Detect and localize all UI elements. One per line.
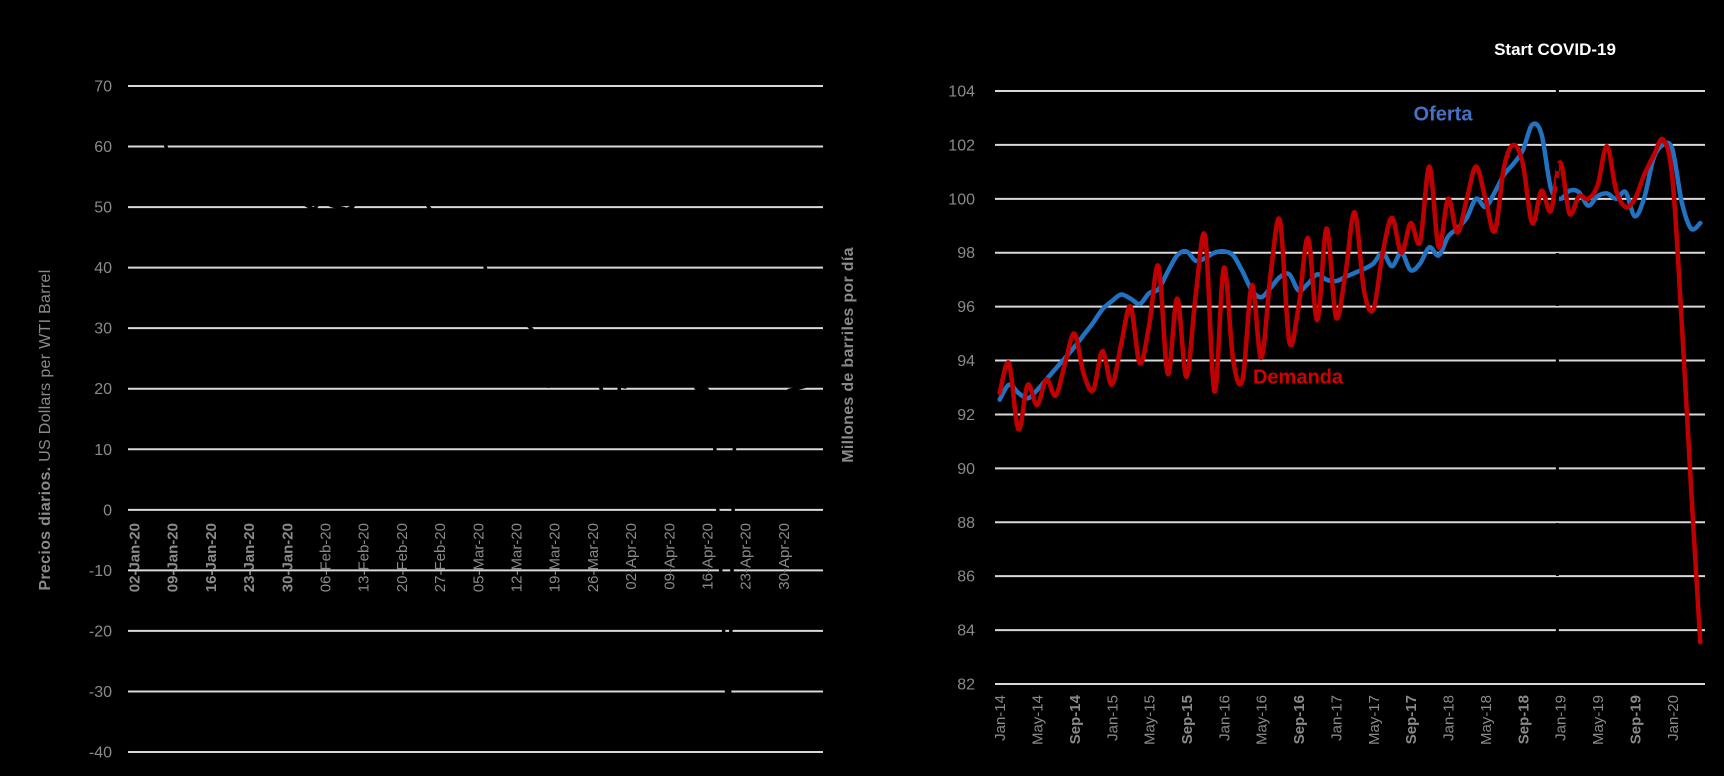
right-chart-ytick-102: 102: [948, 137, 975, 155]
right-chart-ytick-86: 86: [957, 568, 975, 586]
oferta-series-label: Oferta: [1413, 103, 1473, 126]
left-chart-ytick-0: 0: [103, 502, 112, 520]
left-chart-xtick-02-Apr-20: 02-Apr-20: [623, 523, 641, 590]
left-chart-xtick-labels: [127, 523, 793, 592]
left-y-axis-title-regular: US Dollars per WTI Barrel: [37, 269, 54, 467]
right-y-axis-title-bold: Millones de barriles por día: [840, 247, 857, 463]
left-chart-xtick-19-Mar-20: 19-Mar-20: [546, 523, 564, 593]
right-chart-xtick-Jan-19: Jan-19: [1552, 695, 1570, 741]
right-chart-xtick-Sep-15: Sep-15: [1179, 695, 1197, 745]
right-chart-xtick-May-17: May-17: [1365, 695, 1383, 746]
left-chart-xtick-16-Jan-20: 16-Jan-20: [202, 523, 220, 593]
right-chart-ytick-94: 94: [957, 353, 975, 371]
left-chart-ytick-50: 50: [94, 199, 112, 217]
right-chart-ytick-82: 82: [957, 676, 975, 694]
left-chart-ytick-10: 10: [94, 441, 112, 459]
right-chart-ytick-100: 100: [948, 191, 975, 209]
left-chart-ytick-40: 40: [94, 260, 112, 278]
wti-price-line: [134, 127, 811, 738]
right-chart-xtick-Sep-16: Sep-16: [1291, 695, 1309, 745]
left-chart-ytick--30: -30: [88, 683, 112, 701]
left-chart-xtick-12-Mar-20: 12-Mar-20: [508, 523, 526, 593]
left-chart-xtick-26-Mar-20: 26-Mar-20: [584, 523, 602, 593]
left-chart-ytick--20: -20: [88, 623, 112, 641]
right-chart-ytick-96: 96: [957, 299, 975, 317]
right-chart-xtick-Jan-14: Jan-14: [992, 695, 1010, 741]
left-chart-xtick-06-Feb-20: 06-Feb-20: [317, 523, 335, 593]
left-y-axis-title: [37, 269, 55, 590]
right-chart-xtick-Jan-18: Jan-18: [1440, 695, 1458, 741]
left-chart-xtick-09-Apr-20: 09-Apr-20: [661, 523, 679, 590]
left-chart-ytick--10: -10: [88, 562, 112, 580]
right-chart-xtick-May-15: May-15: [1141, 695, 1159, 746]
right-chart-xtick-Jan-15: Jan-15: [1104, 695, 1122, 741]
right-chart-xtick-Jan-20: Jan-20: [1664, 695, 1682, 741]
right-chart-xtick-Jan-16: Jan-16: [1216, 695, 1234, 741]
right-chart-xtick-Sep-19: Sep-19: [1627, 695, 1645, 745]
right-chart-xtick-May-16: May-16: [1253, 695, 1271, 746]
right-chart-xtick-May-19: May-19: [1590, 695, 1608, 746]
left-y-axis-title-bold: Precios diarios.: [37, 466, 54, 591]
right-chart-ytick-labels: [948, 84, 975, 694]
right-chart-xtick-May-14: May-14: [1029, 695, 1047, 746]
left-chart-xtick-30-Apr-20: 30-Apr-20: [775, 523, 793, 590]
left-chart-xtick-27-Feb-20: 27-Feb-20: [432, 523, 450, 593]
right-chart-xtick-May-18: May-18: [1477, 695, 1495, 746]
left-chart-xtick-16-Apr-20: 16-Apr-20: [699, 523, 717, 590]
left-chart-ytick-labels: [89, 79, 112, 762]
left-chart-xtick-20-Feb-20: 20-Feb-20: [393, 523, 411, 593]
left-chart-ytick-30: 30: [94, 320, 112, 338]
left-chart-xtick-09-Jan-20: 09-Jan-20: [164, 523, 182, 593]
right-chart-xtick-labels: [992, 694, 1682, 745]
right-chart-ytick-88: 88: [957, 514, 975, 532]
left-chart-xtick-30-Jan-20: 30-Jan-20: [279, 523, 297, 593]
left-chart-xtick-05-Mar-20: 05-Mar-20: [470, 523, 488, 593]
left-chart-xtick-23-Jan-20: 23-Jan-20: [241, 523, 259, 593]
right-chart-xtick-Jan-17: Jan-17: [1328, 695, 1346, 741]
demanda-series-label: Demanda: [1252, 366, 1344, 389]
left-chart-xtick-02-Jan-20: 02-Jan-20: [126, 523, 144, 593]
right-chart-xtick-Sep-18: Sep-18: [1515, 695, 1533, 745]
right-chart-xtick-Sep-17: Sep-17: [1403, 695, 1421, 745]
start-covid-annotation-title: Start COVID-19: [1494, 40, 1616, 59]
left-chart-ytick-60: 60: [94, 139, 112, 157]
demanda-line: [1000, 139, 1701, 642]
right-chart-xtick-Sep-14: Sep-14: [1066, 695, 1084, 745]
right-chart-ytick-90: 90: [957, 460, 975, 478]
right-chart-ytick-92: 92: [957, 406, 975, 424]
left-chart-ytick-20: 20: [94, 381, 112, 399]
left-chart-xtick-13-Feb-20: 13-Feb-20: [355, 523, 373, 593]
left-chart-ytick-70: 70: [94, 78, 112, 96]
left-chart-ytick--40: -40: [88, 744, 112, 762]
right-chart-ytick-104: 104: [948, 83, 975, 101]
right-y-axis-title: [840, 247, 858, 463]
left-chart-gridlines: [128, 86, 823, 752]
right-chart-ytick-98: 98: [957, 245, 975, 263]
right-chart-ytick-84: 84: [957, 622, 975, 640]
left-chart-xtick-23-Apr-20: 23-Apr-20: [737, 523, 755, 590]
